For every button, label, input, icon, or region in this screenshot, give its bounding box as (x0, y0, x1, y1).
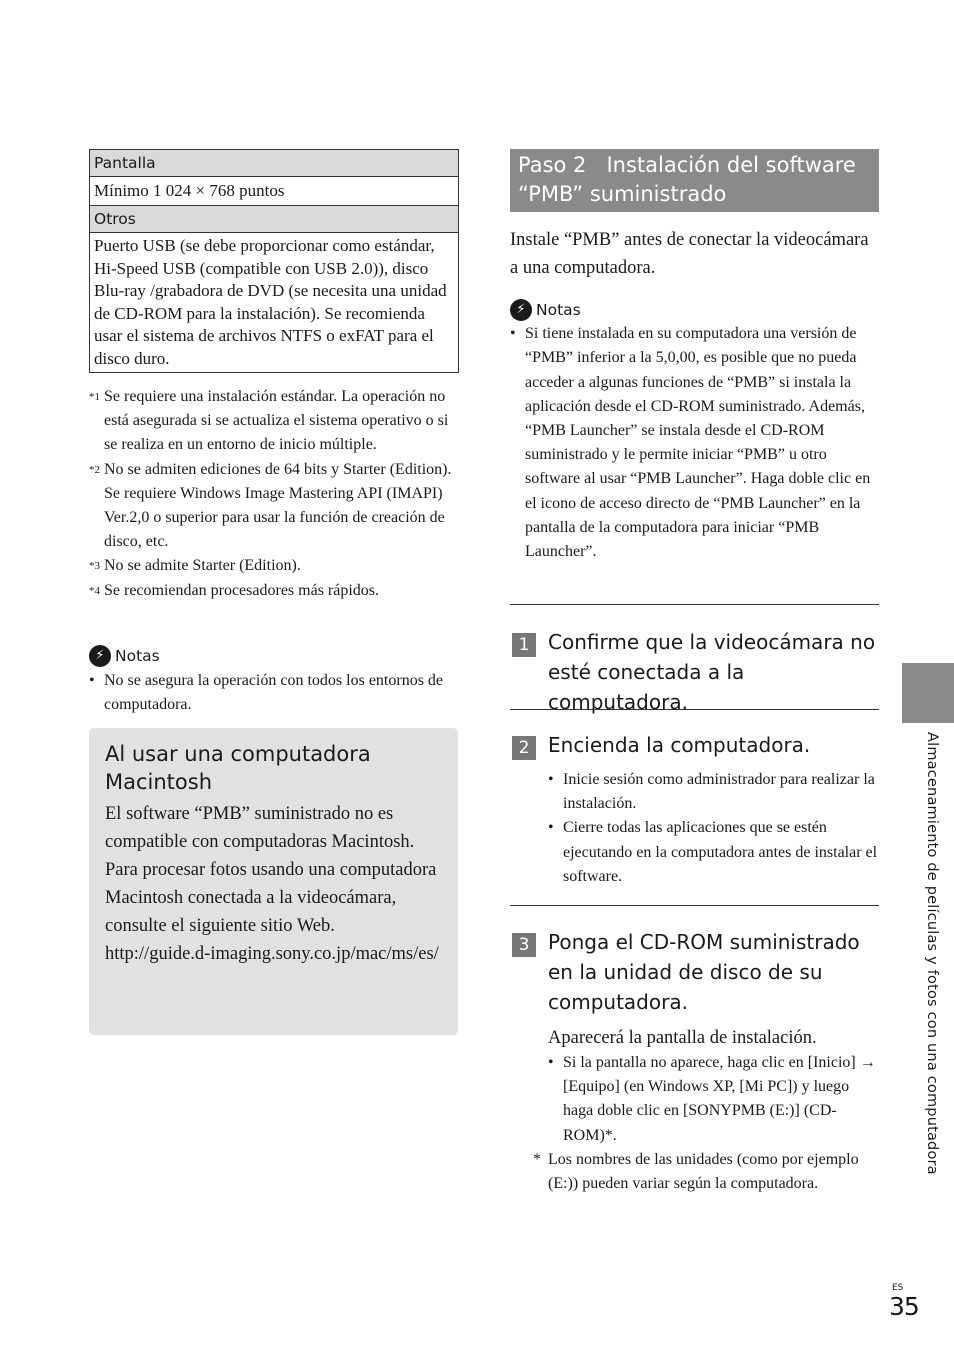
notes-lightning-icon: ⚡ (89, 645, 111, 667)
step-title: Encienda la computadora. (548, 733, 811, 757)
asterisk-note: * Los nombres de las unidades (como por ejemplo (E:)) pueden variar según la computadora. (533, 1150, 859, 1193)
divider (510, 709, 879, 710)
step-banner: Paso 2 Instalación del software “PMB” suministrado (510, 149, 879, 212)
intro-text: Instale “PMB” antes de conectar la videocámara a una computadora. (510, 230, 869, 278)
step-title: Ponga el CD-ROM suministrado en la unidad de disco de su computadora. (548, 930, 860, 1014)
page-language: ES (892, 1283, 904, 1293)
notes-right (510, 298, 879, 564)
macintosh-info-box (89, 728, 458, 1035)
step-3 (510, 927, 890, 1196)
step-number-badge: 3 (512, 933, 536, 957)
spec-label-otros: Otros (90, 206, 459, 233)
spec-value-otros: Puerto USB (se debe proporcionar como estándar, Hi-Speed USB (compatible con USB 2.0)), disco Blu-ray /grabadora de DVD (se necesita una unidad de CD-ROM para la instalación). Se recomienda usar el sistema de archivos NTFS o exFAT para el disco duro. (90, 233, 459, 373)
step-bullet: • Cierre todas las aplicaciones que se estén ejecutando en la computadora antes de instalar el software. (548, 816, 878, 889)
spec-value-pantalla: Mínimo 1 024 × 768 puntos (90, 177, 459, 206)
note-item: • Si tiene instalada en su computadora una versión de “PMB” inferior a la 5,0,00, es posible que no pueda acceder a algunas funciones de “PMB” si instala la aplicación desde el CD-ROM suministrado. Además, “PMB Launcher” se instala desde el CD-ROM suministrado y le permite iniciar “PMB” u otro software al usar “PMB Launcher”. Haga doble clic en el icono de acceso directo de “PMB Launcher” en la pantalla de la computadora para iniciar “PMB Launcher”. (510, 322, 879, 564)
step-bullet: • Inicie sesión como administrador para realizar la instalación. (548, 768, 878, 816)
section-tab-marker (902, 663, 954, 723)
step-bullet: • Si la pantalla no aparece, haga clic en [Inicio] → [Equipo] (en Windows XP, [Mi PC]) y luego haga doble clic en [SONYPMB (E:)] (CD-ROM)*. (548, 1051, 878, 1148)
step-text: Aparecerá la pantalla de instalación. (548, 1028, 817, 1048)
spec-label-pantalla: Pantalla (90, 150, 459, 177)
macintosh-url: http://guide.d-imaging.sony.co.jp/mac/ms/es/ (105, 944, 439, 964)
spec-table (89, 149, 459, 373)
step-1 (510, 627, 890, 717)
step-number-badge: 2 (512, 736, 536, 760)
macintosh-body: El software “PMB” suministrado no es compatible con computadoras Macintosh. Para procesar fotos usando una computadora Macintosh conectada a la videocámara, consulte el siguiente sitio Web. http://guide.d-imaging.sony.co.jp/mac/ms/es/ (105, 804, 439, 964)
footnotes (89, 385, 459, 603)
note-item: • No se asegura la operación con todos los entornos de computadora. (89, 669, 459, 718)
step-title: Confirme que la videocámara no esté conectada a la computadora. (548, 630, 876, 714)
page-number: 35 (889, 1292, 919, 1321)
notes-left (89, 644, 459, 718)
divider (510, 905, 879, 906)
notes-heading: ⚡ Notas (89, 644, 459, 669)
footnote: *2 No se admiten ediciones de 64 bits y Starter (Edition). Se requiere Windows Image Mastering API (IMAPI) Ver.2,0 o superior para usar la función de creación de disco, etc. (89, 460, 452, 551)
step-number-badge: 1 (512, 633, 536, 657)
divider (510, 604, 879, 605)
notes-lightning-icon: ⚡ (510, 299, 532, 321)
step-2 (510, 730, 890, 889)
section-side-label: Almacenamiento de películas y fotos con una computadora (924, 732, 940, 1175)
macintosh-title: Al usar una computadora Macintosh (105, 742, 371, 794)
footnote: *3 No se admite Starter (Edition). (89, 557, 301, 575)
footnote: *4 Se recomiendan procesadores más rápidos. (89, 581, 380, 599)
notes-heading: ⚡ Notas (510, 298, 879, 322)
arrow-right-icon: → (859, 1054, 876, 1071)
footnote: *1 Se requiere una instalación estándar. La operación no está asegurada si se actualiza el sistema operativo o si se realiza en un entorno de inicio múltiple. (89, 388, 449, 454)
